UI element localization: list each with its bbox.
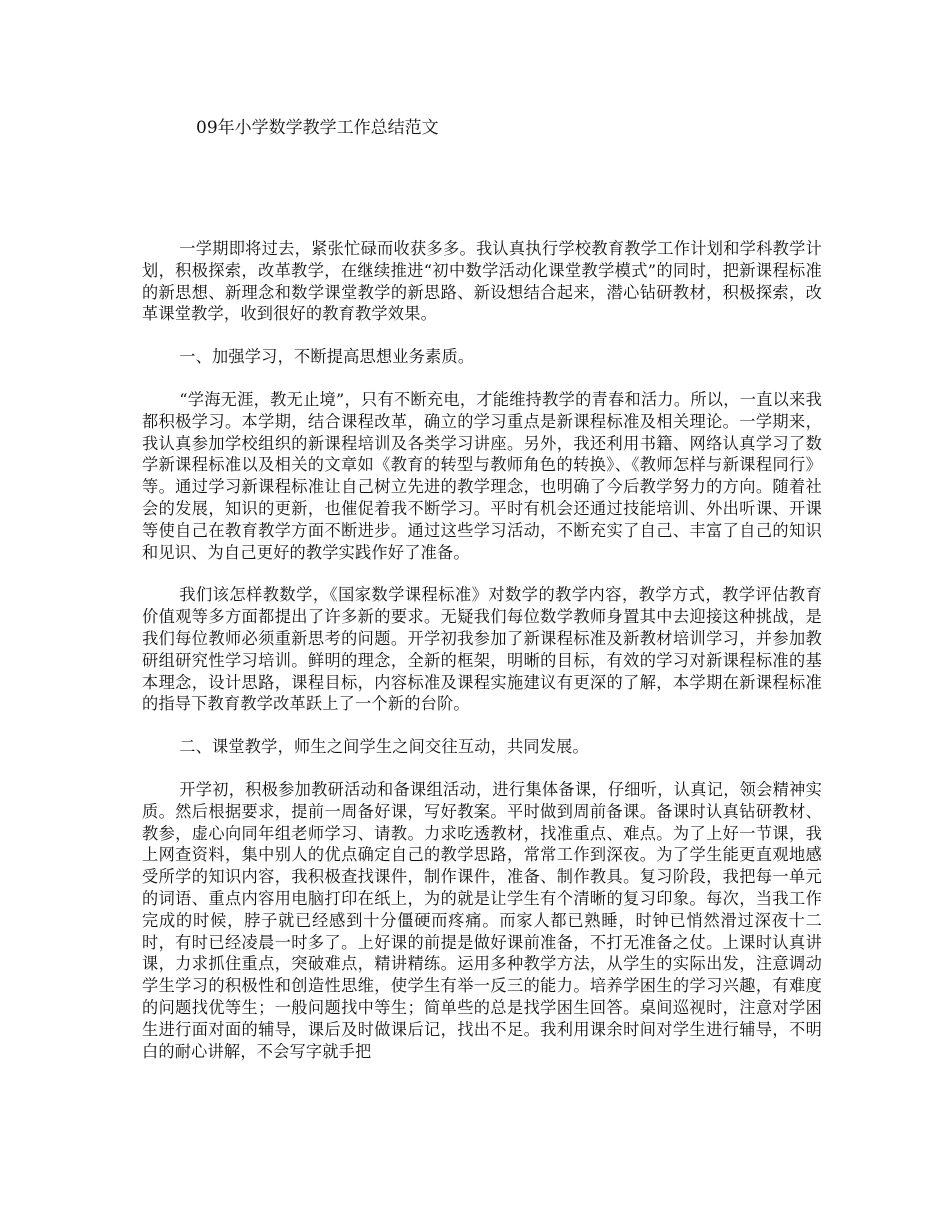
section-heading-1: 一、加强学习，不断提高思想业务素质。 [179, 347, 475, 367]
document-body [142, 238, 822, 1083]
section-2-paragraph-1: 开学初，积极参加教研活动和备课组活动，进行集体备课，仔细听，认真记，领会精神实质。然后根据要求，提前一周备好课，写好教案。平时做到周前备课。备课时认真钻研教材、教参，虚心向同年组老师学习、请教。力求吃透教材，找准重点、难点。为了上好一节课，我上网查资料，集中别人的优点确定自己的教学思路，常常工作到深夜。为了学生能更直观地感受所学的知识内容，我积极查找课件，制作课件，准备、制作教具。复习阶段，我把每一单元的词语、重点内容用电脑打印在纸上，为的就是让学生有个清晰的复习印象。每次，当我工作完成的时候，脖子就已经感到十分僵硬而疼痛。而家人都已熟睡，时钟已悄然滑过深夜十二时，有时已经凌晨一时多了。上好课的前提是做好课前准备，不打无准备之仗。上课时认真讲课，力求抓住重点，突破难点，精讲精练。运用多种教学方法，从学生的实际出发，注意调动学生学习的积极性和创造性思维，使学生有举一反三的能力。培养学困生的学习兴趣，有难度的问题找优等生；一般问题找中等生；简单些的总是找学困生回答。桌间巡视时，注意对学困生进行面对面的辅导，课后及时做课后记，找出不足。我利用课余时间对学生进行辅导，不明白的耐心讲解，不会写字就手把 [142, 779, 822, 1061]
document-title: 09年小学数学教学工作总结范文 [196, 118, 439, 138]
section-1-paragraph-2: 我们该怎样教数学，《国家数学课程标准》对数学的教学内容，教学方式，教学评估教育价值观等多方面都提出了许多新的要求。无疑我们每位数学教师身置其中去迎接这种挑战，是我们每位教师必须重新思考的问题。开学初我参加了新课程标准及新教材培训学习，并参加教研组研究性学习培训。鲜明的理念，全新的框架，明晰的目标，有效的学习对新课程标准的基本理念，设计思路，课程目标，内容标准及课程实施建议有更深的了解，本学期在新课程标准的指导下教育教学改革跃上了一个新的台阶。 [142, 585, 822, 714]
section-1-paragraph-1: “学海无涯，教无止境”，只有不断充电，才能维持教学的青春和活力。所以，一直以来我都积极学习。本学期，结合课程改革，确立的学习重点是新课程标准及相关理论。一学期来，我认真参加学校组织的新课程培训及各类学习讲座。另外，我还利用书籍、网络认真学习了数学新课程标准以及相关的文章如《教育的转型与教师角色的转换》、《教师怎样与新课程同行》等。通过学习新课程标准让自己树立先进的教学理念，也明确了今后教学努力的方向。随着社会的发展，知识的更新，也催促着我不断学习。平时有机会还通过技能培训、外出听课、开课等使自己在教育教学方面不断进步。通过这些学习活动，不断充实了自己、丰富了自己的知识和见识、为自己更好的教学实践作好了准备。 [142, 389, 822, 562]
intro-paragraph: 一学期即将过去，紧张忙碌而收获多多。我认真执行学校教育教学工作计划和学科教学计划，积极探索，改革教学，在继续推进“初中数学活动化课堂教学模式”的同时，把新课程标准的新思想、新理念和数学课堂教学的新思路、新设想结合起来，潜心钻研教材，积极探索，改革课堂教学，收到很好的教育教学效果。 [142, 239, 822, 324]
section-heading-2: 二、课堂教学，师生之间学生之间交往互动，共同发展。 [179, 737, 589, 757]
